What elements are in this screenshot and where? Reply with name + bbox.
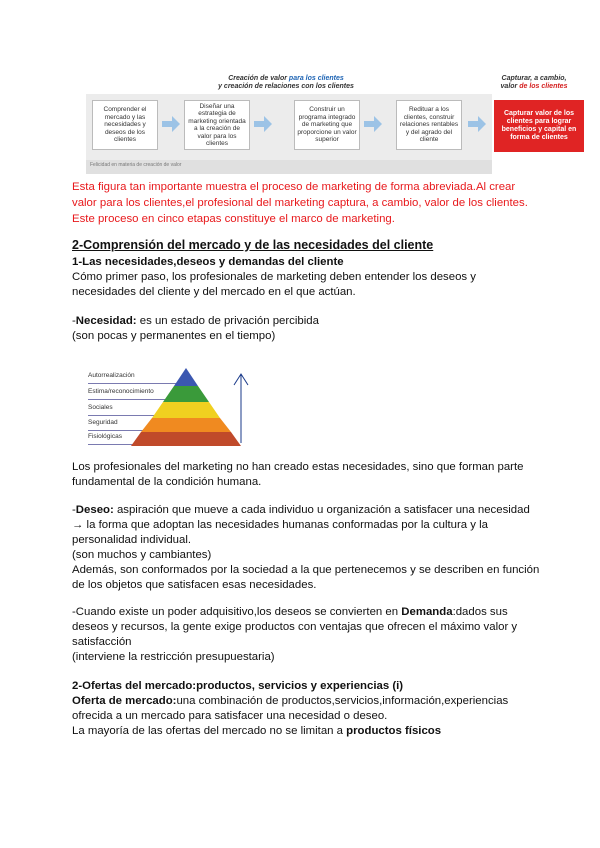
figure-step-3: Construir un programa integrado de marketing que proporcione un valor superior bbox=[294, 100, 360, 150]
pyramid-level-autorrealizacion bbox=[174, 368, 198, 386]
figure-step-1: Comprender el mercado y las necesidades y deseos de los clientes bbox=[92, 100, 158, 150]
figure-capture-box: Capturar valor de los clientes para lograr beneficios y capital en forma de clientes bbox=[494, 100, 584, 152]
figure-step-2: Diseñar una estrategia de marketing orientada a la creación de valor para los clientes bbox=[184, 100, 250, 150]
right-arrow-icon bbox=[162, 116, 180, 132]
oferta-definition: Oferta de mercado:una combinación de productos,servicios,información,experiencias bbox=[72, 695, 509, 707]
paragraph-line: deseos y recursos, la gente exige productos con ventajas que ofrecen el máximo valor y bbox=[72, 621, 518, 633]
paragraph-line: La mayoría de las ofertas del mercado no se limitan a productos físicos bbox=[72, 725, 442, 737]
paragraph-line: Además, son conformados por la sociedad a la que pertenecemos y se describen en función bbox=[72, 564, 540, 576]
paragraph-line: (son muchos y cambiantes) bbox=[72, 549, 212, 561]
figure-caption: Felicidad en materia de creación de valor bbox=[90, 162, 182, 168]
subsection-title: 2-Ofertas del mercado:productos, servicios y experiencias (i) bbox=[72, 680, 404, 692]
paragraph-line: (interviene la restricción presupuestaria) bbox=[72, 651, 275, 663]
paragraph-line: Los profesionales del marketing no han creado estas necesidades, sino que forman parte bbox=[72, 461, 524, 473]
figure-header-create: Creación de valor para los clientes y creación de relaciones con los clientes bbox=[218, 75, 354, 90]
paragraph-line: necesidades del cliente y del mercado en el que actúan. bbox=[72, 286, 356, 298]
necesidad-definition: -Necesidad: es un estado de privación percibida bbox=[72, 315, 319, 327]
paragraph-line: satisfacción bbox=[72, 636, 132, 648]
paragraph-line: personalidad individual. bbox=[72, 534, 192, 546]
necesidad-note: (son pocas y permanentes en el tiempo) bbox=[72, 330, 276, 342]
pyramid-level-label: Fisiológicas bbox=[88, 433, 122, 440]
deseo-definition: -Deseo: aspiración que mueve a cada individuo u organización a satisfacer una necesidad bbox=[72, 504, 530, 516]
up-arrow-icon bbox=[232, 371, 250, 443]
pyramid-level-estima bbox=[163, 386, 209, 402]
demanda-definition: -Cuando existe un poder adquisitivo,los deseos se convierten en Demanda:dados sus bbox=[72, 606, 508, 618]
pyramid-level-label: Sociales bbox=[88, 404, 113, 411]
pyramid-level-label: Seguridad bbox=[88, 419, 118, 426]
right-arrow-icon bbox=[468, 116, 486, 132]
marketing-process-figure bbox=[82, 74, 587, 178]
intro-line: Esta figura tan importante muestra el proceso de marketing de forma abreviada.Al crear bbox=[72, 181, 516, 193]
subsection-title: 1-Las necesidades,deseos y demandas del cliente bbox=[72, 256, 344, 268]
figure-header-capture: Capturar, a cambio, valor de los clientes bbox=[500, 75, 568, 90]
paragraph-line: Cómo primer paso, los profesionales de marketing deben entender los deseos y bbox=[72, 271, 476, 283]
intro-line: Este proceso en cinco etapas constituye el marco de marketing. bbox=[72, 213, 395, 225]
figure-step-4: Redituar a los clientes, construir relaciones rentables y del agrado del cliente bbox=[396, 100, 462, 150]
section-title: 2-Comprensión del mercado y de las necesidades del cliente bbox=[72, 238, 434, 252]
intro-line: valor para los clientes,el profesional del marketing captura, a cambio, valor de los clientes. bbox=[72, 197, 528, 209]
pyramid-level-sociales bbox=[152, 402, 220, 418]
paragraph-line: ofrecida a un mercado para satisfacer una necesidad o deseo. bbox=[72, 710, 388, 722]
paragraph-line: → la forma que adoptan las necesidades humanas conformadas por la cultura y la bbox=[72, 519, 488, 531]
pyramid-level-seguridad bbox=[141, 418, 231, 432]
pyramid-level-label: Autorrealización bbox=[88, 372, 135, 379]
pyramid-level-fisiologicas bbox=[131, 432, 241, 446]
paragraph-line: de los objetos que satisfacen esas necesidades. bbox=[72, 579, 317, 591]
right-arrow-icon bbox=[364, 116, 382, 132]
paragraph-line: fundamental de la condición humana. bbox=[72, 476, 262, 488]
right-arrow-icon bbox=[254, 116, 272, 132]
pyramid-level-label: Estima/reconocimiento bbox=[88, 388, 154, 395]
